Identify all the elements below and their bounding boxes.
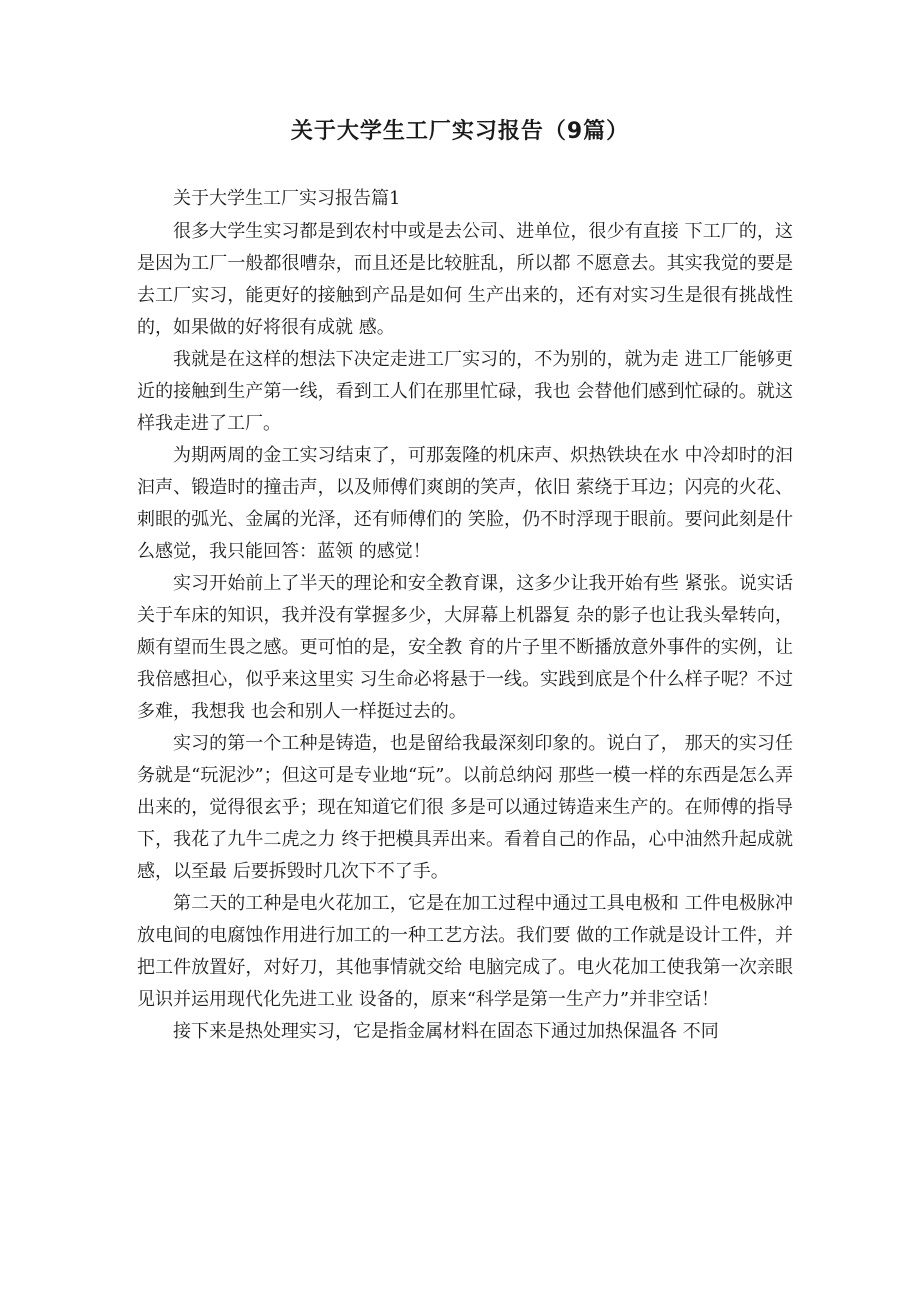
- paragraph: 第二天的工种是电火花加工，它是在加工过程中通过工具电极和 工件电极脉冲放电间的电腐蚀作用进行加工的一种工艺方法。我们要 做的工作就是设计工件，并把工件放置好，对好刀，其他事情就交给 电脑完成了。电火花加工使我第一次亲眼见识并运用现代化先进工业 设备的，原来“科学是第一生产力”并非空话！: [137, 893, 793, 1010]
- document-title: 关于大学生工厂实习报告（9篇）: [290, 119, 630, 144]
- document-body: [137, 183, 793, 1048]
- paragraph: 我就是在这样的想法下决定走进工厂实习的，不为别的，就为走 进工厂能够更近的接触到生产第一线，看到工人们在那里忙碌，我也 会替他们感到忙碌的。就这样我走进了工厂。: [137, 349, 793, 434]
- paragraph: 接下来是热处理实习，它是指金属材料在固态下通过加热保温各 不同: [173, 1021, 719, 1042]
- paragraph: 实习的第一个工种是铸造，也是留给我最深刻印象的。说白了， 那天的实习任务就是“玩泥沙”；但这可是专业地“玩”。以前总纳闷 那些一模一样的东西是怎么弄出来的，觉得很玄乎；现在知道它们很 多是可以通过铸造来生产的。在师傅的指导下，我花了九牛二虎之力 终于把模具弄出来。看着自己的作品，心中油然升起成就感，以至最 后要拆毁时几次下不了手。: [137, 733, 793, 882]
- paragraph: 实习开始前上了半天的理论和安全教育课，这多少让我开始有些 紧张。说实话关于车床的知识，我并没有掌握多少，大屏幕上机器复 杂的影子也让我头晕转向，颇有望而生畏之感。更可怕的是，安全教 育的片子里不断播放意外事件的实例，让我倍感担心，似乎来这里实 习生命必将悬于一线。实践到底是个什么样子呢？不过多难，我想我 也会和别人一样挺过去的。: [137, 573, 793, 722]
- paragraph: 很多大学生实习都是到农村中或是去公司、进单位，很少有直接 下工厂的，这是因为工厂一般都很嘈杂，而且还是比较脏乱，所以都 不愿意去。其实我觉的要是去工厂实习，能更好的接触到产品是如何 生产出来的，还有对实习生是很有挑战性的，如果做的好将很有成就 感。: [137, 221, 793, 338]
- paragraph: 为期两周的金工实习结束了，可那轰隆的机床声、炽热铁块在水 中冷却时的汩汩声、锻造时的撞击声，以及师傅们爽朗的笑声，依旧 萦绕于耳边；闪亮的火花、刺眼的弧光、金属的光泽，还有师傅们的 笑脸，仍不时浮现于眼前。要问此刻是什么感觉，我只能回答：蓝领 的感觉！: [137, 445, 793, 562]
- section-title: 关于大学生工厂实习报告篇1: [173, 188, 401, 209]
